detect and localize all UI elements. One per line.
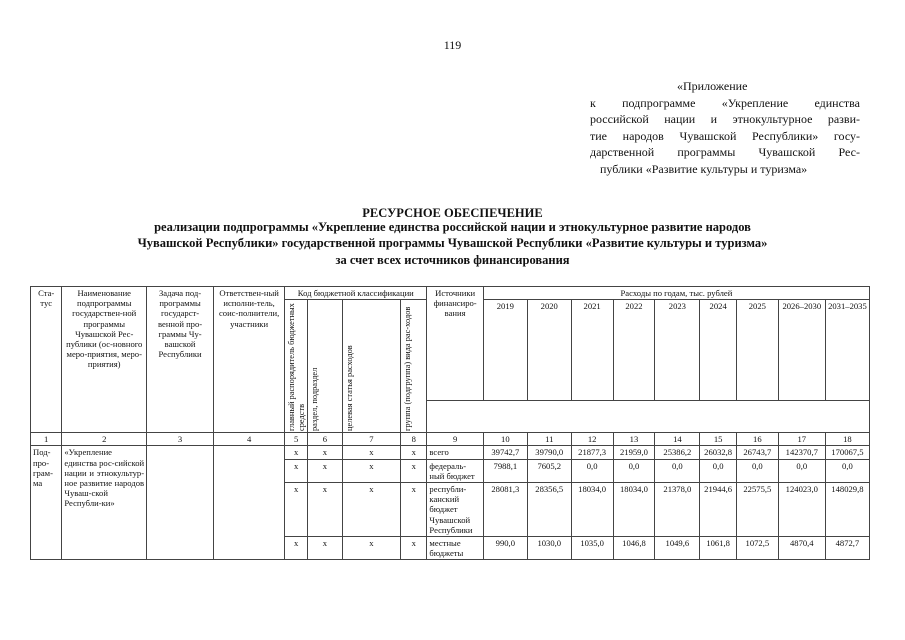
- code-cell: x: [285, 537, 308, 560]
- value-cell: 0,0: [700, 459, 737, 482]
- column-number: 14: [655, 433, 700, 446]
- value-cell: 124023,0: [778, 483, 825, 537]
- column-number: 5: [285, 433, 308, 446]
- value-cell: 28081,3: [483, 483, 527, 537]
- source-cell: всего: [427, 446, 483, 459]
- header-expenses: Расходы по годам, тыс. рублей: [483, 287, 869, 300]
- source-cell: республи-канский бюджет Чувашской Республики: [427, 483, 483, 537]
- document-subtitle: за счет всех источников финансирования: [335, 253, 570, 267]
- header-year: 2019: [483, 300, 527, 401]
- value-cell: 0,0: [736, 459, 778, 482]
- code-cell: x: [342, 446, 401, 459]
- header-task: Задача под-программы государст-венной про-граммы Чу-вашской Республики: [147, 287, 214, 433]
- header-year: 2024: [700, 300, 737, 401]
- header-year: 2026–2030: [778, 300, 825, 401]
- code-cell: x: [401, 537, 427, 560]
- code-cell: x: [285, 483, 308, 537]
- resource-table: [30, 286, 870, 560]
- task-cell: [147, 446, 214, 560]
- value-cell: 0,0: [655, 459, 700, 482]
- appendix-line: публики «Развитие культуры и туризма»: [600, 161, 808, 176]
- code-cell: x: [401, 483, 427, 537]
- appendix-line: к подпрограмме «Укрепление единства: [590, 95, 860, 110]
- header-spacer: [427, 401, 870, 433]
- column-number: 12: [571, 433, 613, 446]
- column-number: 13: [613, 433, 655, 446]
- code-cell: x: [308, 446, 343, 459]
- table-row: [31, 446, 870, 459]
- column-number: 6: [308, 433, 343, 446]
- value-cell: 21944,6: [700, 483, 737, 537]
- value-cell: 21959,0: [613, 446, 655, 459]
- source-cell: местные бюджеты: [427, 537, 483, 560]
- column-number: 18: [825, 433, 869, 446]
- value-cell: 22575,5: [736, 483, 778, 537]
- value-cell: 0,0: [778, 459, 825, 482]
- column-number: 15: [700, 433, 737, 446]
- header-status: Ста-тус: [31, 287, 62, 433]
- value-cell: 0,0: [571, 459, 613, 482]
- appendix-note: [590, 78, 860, 177]
- code-cell: x: [342, 537, 401, 560]
- column-number: 10: [483, 433, 527, 446]
- value-cell: 148029,8: [825, 483, 869, 537]
- column-number: 4: [214, 433, 285, 446]
- code-cell: x: [308, 459, 343, 482]
- appendix-line: «Приложение: [677, 79, 748, 93]
- header-budget-code: Код бюджетной классификации: [285, 287, 427, 300]
- value-cell: 1030,0: [527, 537, 571, 560]
- code-cell: x: [401, 459, 427, 482]
- column-number: 17: [778, 433, 825, 446]
- document-subtitle: Чувашской Республики» государственной программы Чувашской Республики «Развитие культуры и туризма»: [137, 236, 768, 250]
- value-cell: 7605,2: [527, 459, 571, 482]
- appendix-line: российской нации и этнокультурное разви-: [590, 112, 860, 126]
- value-cell: 39790,0: [527, 446, 571, 459]
- code-cell: x: [401, 446, 427, 459]
- column-number: 3: [147, 433, 214, 446]
- code-cell: x: [308, 537, 343, 560]
- document-subtitle: реализации подпрограммы «Укрепление единства российской нации и этнокультурное развитие народов: [154, 220, 751, 234]
- appendix-line: дарственной программы Чувашской Рес-: [590, 145, 860, 159]
- value-cell: 25386,2: [655, 446, 700, 459]
- column-number: 1: [31, 433, 62, 446]
- code-cell: x: [308, 483, 343, 537]
- header-year: 2022: [613, 300, 655, 401]
- value-cell: 18034,0: [571, 483, 613, 537]
- code-cell: x: [285, 446, 308, 459]
- value-cell: 1046,8: [613, 537, 655, 560]
- header-year: 2021: [571, 300, 613, 401]
- status-cell: Под-про-грам-ма: [31, 446, 62, 560]
- code-cell: x: [342, 483, 401, 537]
- value-cell: 142370,7: [778, 446, 825, 459]
- value-cell: 1072,5: [736, 537, 778, 560]
- value-cell: 1061,8: [700, 537, 737, 560]
- column-number: 11: [527, 433, 571, 446]
- column-number: 7: [342, 433, 401, 446]
- page-number: 119: [443, 38, 462, 52]
- value-cell: 0,0: [825, 459, 869, 482]
- value-cell: 26743,7: [736, 446, 778, 459]
- responsible-cell: [214, 446, 285, 560]
- value-cell: 18034,0: [613, 483, 655, 537]
- value-cell: 28356,5: [527, 483, 571, 537]
- value-cell: 0,0: [613, 459, 655, 482]
- header-year: 2023: [655, 300, 700, 401]
- value-cell: 1049,6: [655, 537, 700, 560]
- code-cell: x: [342, 459, 401, 482]
- value-cell: 170067,5: [825, 446, 869, 459]
- source-cell: федераль-ный бюджет: [427, 459, 483, 482]
- table-header-row: [31, 287, 870, 300]
- column-number: 8: [401, 433, 427, 446]
- value-cell: 4872,7: [825, 537, 869, 560]
- value-cell: 7988,1: [483, 459, 527, 482]
- value-cell: 39742,7: [483, 446, 527, 459]
- value-cell: 21877,3: [571, 446, 613, 459]
- header-code-col: целевая статья расходов: [342, 300, 401, 433]
- column-number-row: [31, 433, 870, 446]
- header-year: 2025: [736, 300, 778, 401]
- code-cell: x: [285, 459, 308, 482]
- header-source: Источники финансиро-вания: [427, 287, 483, 401]
- appendix-line: тие народов Чувашской Республики» госу-: [590, 128, 860, 143]
- value-cell: 990,0: [483, 537, 527, 560]
- header-code-col: группа (подгруппа) вида рас-ходов: [401, 300, 427, 433]
- header-year: 2031–2035: [825, 300, 869, 401]
- column-number: 2: [62, 433, 147, 446]
- value-cell: 21378,0: [655, 483, 700, 537]
- column-number: 16: [736, 433, 778, 446]
- document-title: РЕСУРСНОЕ ОБЕСПЕЧЕНИЕ: [362, 206, 543, 220]
- value-cell: 26032,8: [700, 446, 737, 459]
- header-responsible: Ответствен-ный исполни-тель, соис-полнители, участники: [214, 287, 285, 433]
- subprogram-name-cell: «Укрепление единства рос-сийской нации и этнокультур-ное развитие народов Чуваш-ской Республи-ки»: [62, 446, 147, 560]
- column-number: 9: [427, 433, 483, 446]
- header-code-col: раздел, подраздел: [308, 300, 343, 433]
- header-name: Наименование подпрограммы государствен-ной программы Чувашской Рес-публики (ос-новного меро-приятия, меро-приятия): [62, 287, 147, 433]
- value-cell: 1035,0: [571, 537, 613, 560]
- value-cell: 4870,4: [778, 537, 825, 560]
- header-code-col: главный распорядитель бюджетных средств: [285, 300, 308, 433]
- header-year: 2020: [527, 300, 571, 401]
